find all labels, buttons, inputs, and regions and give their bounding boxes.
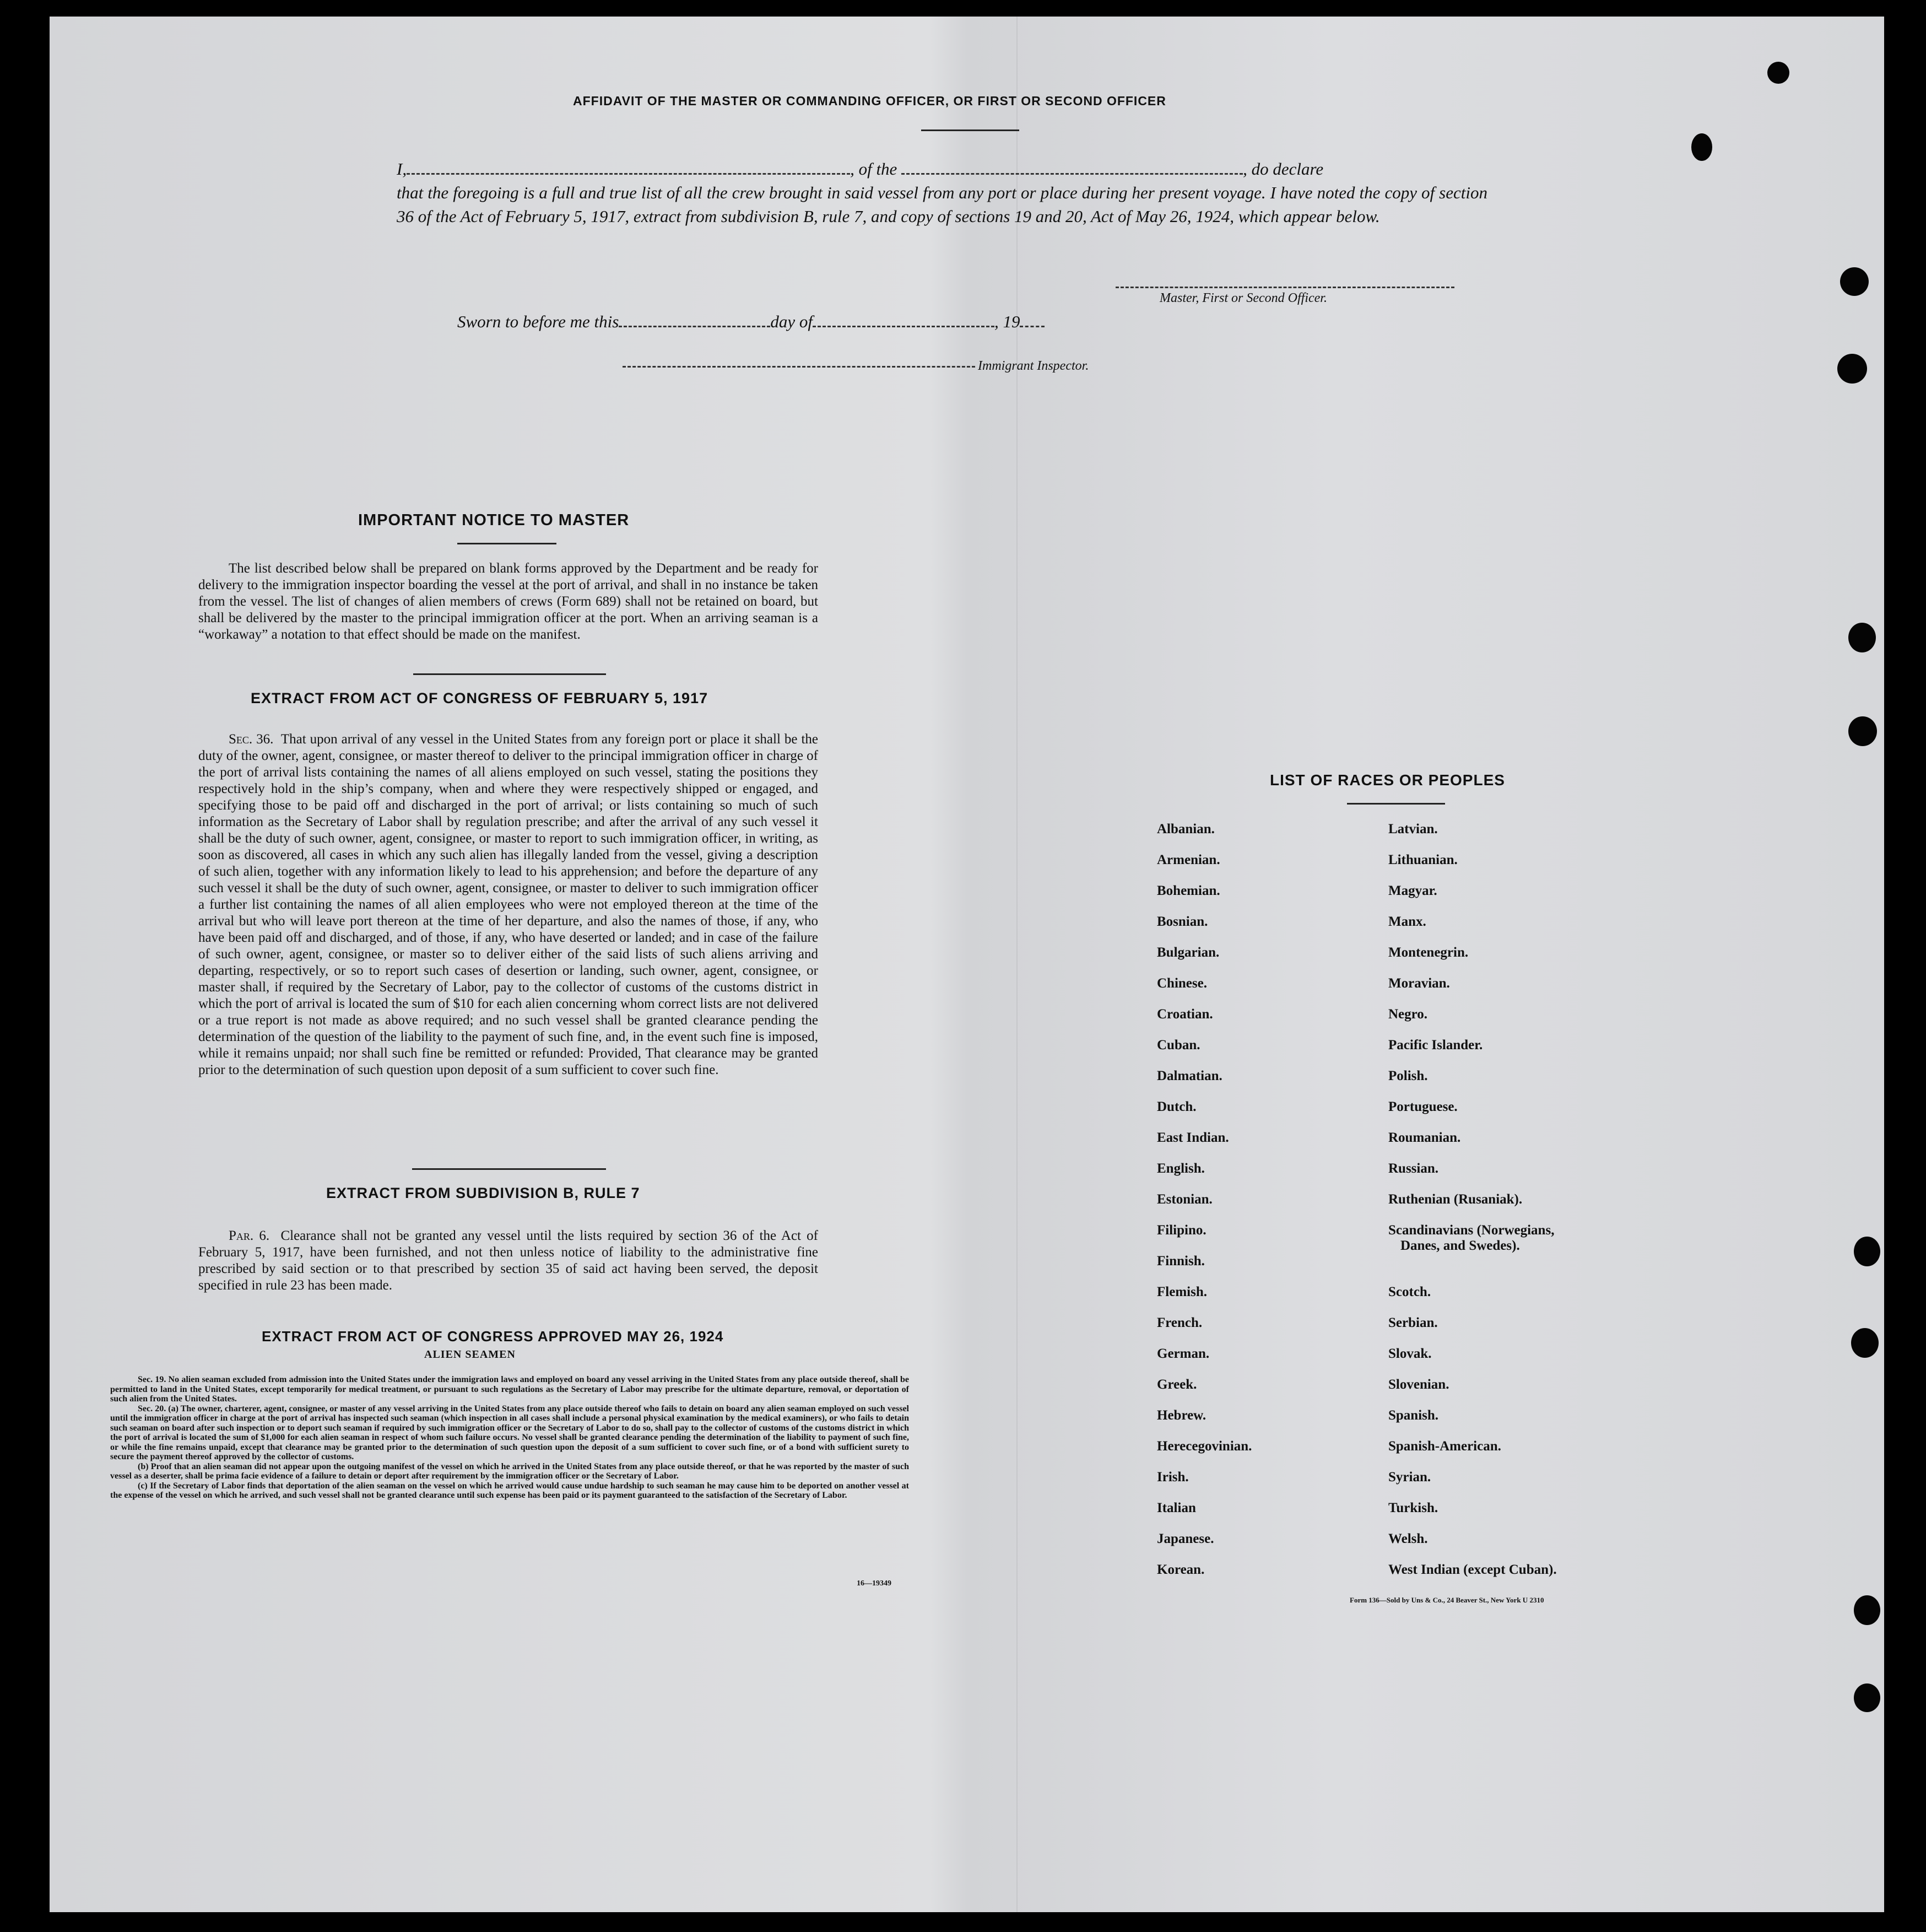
- rule7-title: EXTRACT FROM SUBDIVISION B, RULE 7: [326, 1185, 640, 1201]
- sworn-prefix: Sworn to before me this: [457, 312, 619, 331]
- race-item: Chinese.: [1157, 976, 1207, 991]
- rule7-body: [198, 1228, 818, 1294]
- punch-hole: [1848, 623, 1876, 652]
- punch-hole: [1837, 354, 1867, 384]
- race-item: Dalmatian.: [1157, 1068, 1222, 1083]
- race-item: Portuguese.: [1388, 1099, 1458, 1114]
- race-item: Manx.: [1388, 914, 1426, 929]
- race-item: Filipino.: [1157, 1223, 1207, 1238]
- race-item: German.: [1157, 1346, 1210, 1361]
- race-item: Estonian.: [1157, 1192, 1213, 1207]
- race-item: Slovenian.: [1388, 1377, 1449, 1392]
- punch-hole: [1854, 1683, 1880, 1712]
- page-fold: [1016, 17, 1018, 1912]
- race-item: Latvian.: [1388, 822, 1438, 837]
- race-item: Magyar.: [1388, 883, 1437, 898]
- race-item: Lithuanian.: [1388, 852, 1458, 867]
- race-item: West Indian (except Cuban).: [1388, 1562, 1557, 1577]
- affidavit-do-declare: , do declare: [1243, 159, 1324, 179]
- form-number-note: Form 136—Sold by Uns & Co., 24 Beaver St., New York U 2310: [1350, 1596, 1544, 1604]
- race-item: Spanish.: [1388, 1408, 1439, 1423]
- sec-36-text: That upon arrival of any vessel in the United States from any foreign port or place it shall be the duty of the owner, agent, consignee, or master thereof to deliver to the principal immigration officer in charge of the port of arrival lists containing the names of all aliens employed on such vessel, stating the positions they respectively hold in the ship’s company, when and where they were respectively shipped or engaged, and specifying those to be paid off and discharged in the port of arrival; or lists containing so much of such information as the Secretary of Labor shall by regulation prescribe; and after the arrival of any such vessel it shall be the duty of such owner, agent, consignee, or master to report to such immigration officer, in writing, as soon as discovered, all cases in which any such alien has illegally landed from the vessel, giving a description of such alien, together with any information likely to lead to his apprehension; and before the departure of any such vessel it shall be the duty of such owner, agent, consignee, or master to deliver to such immigration officer a further list containing the names of all alien employees who were not employed thereon at the time of the arrival but who will leave port thereon at the time of her departure, and also the names of those, if any, who have been paid off and discharged, and of those, if any, who have deserted or landed; and in case of the failure of such owner, agent, consignee, or master so to deliver either of the said lists of such aliens arriving and departing, respectively, or so to report such cases of desertion or landing, such owner, agent, consignee, or master shall, if required by the Secretary of Labor, pay to the collector of customs of the customs district in which the port of arrival is located the sum of $10 for each alien concerning whom correct lists are not delivered or a true report is not made as above required; and no such vessel shall be granted clearance pending the determination of the question of the liability to the payment of such fine, and, in the event such fine is imposed, while it remains unpaid; nor shall such fine be remitted or refunded: Provided, That clearance may be granted prior to the determination of such question upon deposit of a sum sufficient to cover such fine.: [198, 732, 818, 1077]
- race-item: Roumanian.: [1388, 1130, 1461, 1145]
- declaration-line: [397, 157, 1487, 181]
- race-item: Bulgarian.: [1157, 945, 1220, 960]
- race-item: East Indian.: [1157, 1130, 1229, 1145]
- inspector-label: Immigrant Inspector.: [978, 359, 1089, 373]
- race-item: Welsh.: [1388, 1531, 1428, 1546]
- race-item: Polish.: [1388, 1068, 1428, 1083]
- extract-1917-title: EXTRACT FROM ACT OF CONGRESS OF FEBRUARY 5, 1917: [251, 690, 708, 706]
- race-item: Hebrew.: [1157, 1408, 1207, 1423]
- race-item: English.: [1157, 1161, 1205, 1176]
- race-item: Serbian.: [1388, 1315, 1438, 1330]
- races-column-1: [1157, 821, 1252, 1593]
- race-item: Danes, and Swedes).: [1400, 1238, 1520, 1253]
- race-item: Pacific Islander.: [1388, 1038, 1483, 1053]
- extract-1917-divider: [412, 1168, 606, 1170]
- notice-rule: [457, 543, 556, 544]
- race-item: Dutch.: [1157, 1099, 1197, 1114]
- race-item: Scandinavians (Norwegians,: [1388, 1223, 1555, 1238]
- sworn-year: , 19: [994, 312, 1020, 331]
- race-item: Croatian.: [1157, 1007, 1213, 1022]
- race-item: Flemish.: [1157, 1285, 1207, 1299]
- notice-body: [198, 560, 818, 643]
- inspector-signature-line[interactable]: [623, 366, 975, 368]
- races-column-2: [1388, 821, 1557, 1593]
- punch-hole: [1691, 133, 1712, 161]
- punch-hole: [1854, 1237, 1880, 1266]
- affidavit-body: [397, 157, 1487, 228]
- extract-1924-title: EXTRACT FROM ACT OF CONGRESS APPROVED MAY 26, 1924: [262, 1328, 724, 1345]
- race-item: Ruthenian (Rusaniak).: [1388, 1192, 1523, 1207]
- sec-20a-text: Sec. 20. (a) The owner, charterer, agent, consignee, or master of any vessel arriving in the United States from any place outside thereof who fails to detain on board any alien seaman employed on such vessel until the immigration officer in charge at the port of arrival has inspected such seaman (which inspection in all cases shall include a personal physical examination by the medical examiners), or who fails to detain such seaman on board after such inspection or to deport such seaman if required by such immigration officer or the Secretary of Labor to do so, shall pay to the collector of customs of the customs district in which the port of arrival is located the sum of $1,000 for each alien seaman in respect of whom such failure occurs. No vessel shall be granted clearance pending the determination of the liability to payment of such fine, or while the fine remains unpaid, except that clearance may be granted prior to the determination of such question upon the deposit of a sum sufficient to cover such fine, or of a bond with sufficient surety to secure the payment thereof approved by the collector of customs.: [110, 1404, 909, 1461]
- races-title: LIST OF RACES OR PEOPLES: [1270, 771, 1505, 789]
- notice-divider: [413, 673, 606, 675]
- race-item: Scotch.: [1388, 1285, 1431, 1299]
- signature-label: Master, First or Second Officer.: [1160, 291, 1327, 305]
- race-item: French.: [1157, 1315, 1203, 1330]
- punch-hole: [1767, 62, 1789, 84]
- sworn-month-field[interactable]: [813, 311, 994, 327]
- race-item: Spanish-American.: [1388, 1439, 1501, 1454]
- vessel-field[interactable]: [901, 159, 1243, 175]
- sworn-day-field[interactable]: [619, 311, 770, 327]
- affidavit-declaration-text: that the foregoing is a full and true list of all the crew brought in said vessel from any port or place during her present voyage. I have noted the copy of section 36 of the Act of February 5, 1917, extract from subdivision B, rule 7, and copy of sections 19 and 20, Act of May 26, 1924, which appear below.: [397, 183, 1487, 226]
- race-item: Japanese.: [1157, 1531, 1214, 1546]
- affidavit-rule: [921, 129, 1019, 131]
- notice-title: IMPORTANT NOTICE TO MASTER: [358, 511, 630, 529]
- race-item: Korean.: [1157, 1562, 1205, 1577]
- race-item: Greek.: [1157, 1377, 1197, 1392]
- sec-20b-text: (b) Proof that an alien seaman did not appear upon the outgoing manifest of the vessel on which he arrived in the United States from any place outside thereof, or that he was reported by the master of such vessel as a deserter, shall be prima facie evidence of a failure to detain or deport after requirement by the immigration officer or the Secretary of Labor.: [110, 1461, 909, 1481]
- race-item: Irish.: [1157, 1470, 1189, 1485]
- punch-hole: [1848, 716, 1877, 746]
- race-item: Syrian.: [1388, 1470, 1431, 1485]
- affidavit-title: AFFIDAVIT OF THE MASTER OR COMMANDING OFFICER, OR FIRST OR SECOND OFFICER: [573, 94, 1166, 108]
- race-item: Bosnian.: [1157, 914, 1208, 929]
- race-item: Montenegrin.: [1388, 945, 1469, 960]
- race-item: Cuban.: [1157, 1038, 1200, 1053]
- race-item: Albanian.: [1157, 822, 1215, 837]
- punch-hole: [1851, 1328, 1879, 1358]
- race-item: Moravian.: [1388, 976, 1450, 991]
- race-item: Negro.: [1388, 1007, 1428, 1022]
- race-item: Slovak.: [1388, 1346, 1432, 1361]
- affidavit-of-the: , of the: [850, 159, 897, 179]
- par-6-label: Par. 6.: [229, 1228, 270, 1243]
- extract-1924-body: [110, 1375, 909, 1501]
- race-item: Armenian.: [1157, 852, 1220, 867]
- name-field[interactable]: [407, 159, 850, 175]
- notice-text: The list described below shall be prepared on blank forms approved by the Department and be ready for delivery to the immigration inspector boarding the vessel at the port of arrival, and shall in no instance be taken from the vessel. The list of changes of alien members of crews (Form 689) shall not be retained on board, but shall be delivered by the master to the principal immigration officer at the port. When an arriving seaman is a “workaway” a notation to that effect should be made on the manifest.: [198, 561, 818, 642]
- affidavit-i: I,: [397, 159, 407, 179]
- race-item: Herecegovinian.: [1157, 1439, 1252, 1454]
- extract-1917-body: [198, 731, 818, 1078]
- sec-36-label: Sec. 36.: [229, 732, 274, 747]
- sec-20c-text: (c) If the Secretary of Labor finds that deportation of the alien seaman on the vessel on which he arrived would cause undue hardship to such seaman he may cause him to be deported on another vessel at the expense of the vessel on which he arrived, and such vessel shall not be granted clearance until such expense has been paid or its payment guaranteed to the satisfaction of the Secretary of Labor.: [110, 1481, 909, 1500]
- race-item: Turkish.: [1388, 1501, 1438, 1515]
- signature-line[interactable]: [1116, 287, 1454, 288]
- par-6-text: Clearance shall not be granted any vessel until the lists required by section 36 of the Act of February 5, 1917, have been furnished, and not then unless notice of liability to the administrative fine prescribed by said section or to that prescribed by section 35 of said act having been served, the deposit specified in rule 23 has been made.: [198, 1228, 818, 1293]
- sec-19-text: Sec. 19. No alien seaman excluded from admission into the United States under the immigration laws and employed on board any vessel arriving in the United States from any place outside thereof, shall be permitted to land in the United States, except temporarily for medical treatment, or pursuant to such regulations as the Secretary of Labor may prescribe for the ultimate departure, removal, or deportation of such alien from the United States.: [110, 1375, 909, 1404]
- race-item: Bohemian.: [1157, 883, 1220, 898]
- race-item: Russian.: [1388, 1161, 1439, 1176]
- punch-hole: [1854, 1595, 1880, 1625]
- print-code: 16—19349: [857, 1579, 891, 1588]
- sworn-line: [457, 311, 1045, 332]
- race-item: Finnish.: [1157, 1254, 1205, 1269]
- sworn-year-field[interactable]: [1020, 311, 1045, 327]
- alien-seamen-heading: ALIEN SEAMEN: [424, 1348, 516, 1361]
- punch-hole: [1840, 267, 1869, 296]
- sworn-day-of: day of: [770, 312, 813, 331]
- races-rule: [1347, 803, 1445, 805]
- race-item: Italian: [1157, 1501, 1196, 1515]
